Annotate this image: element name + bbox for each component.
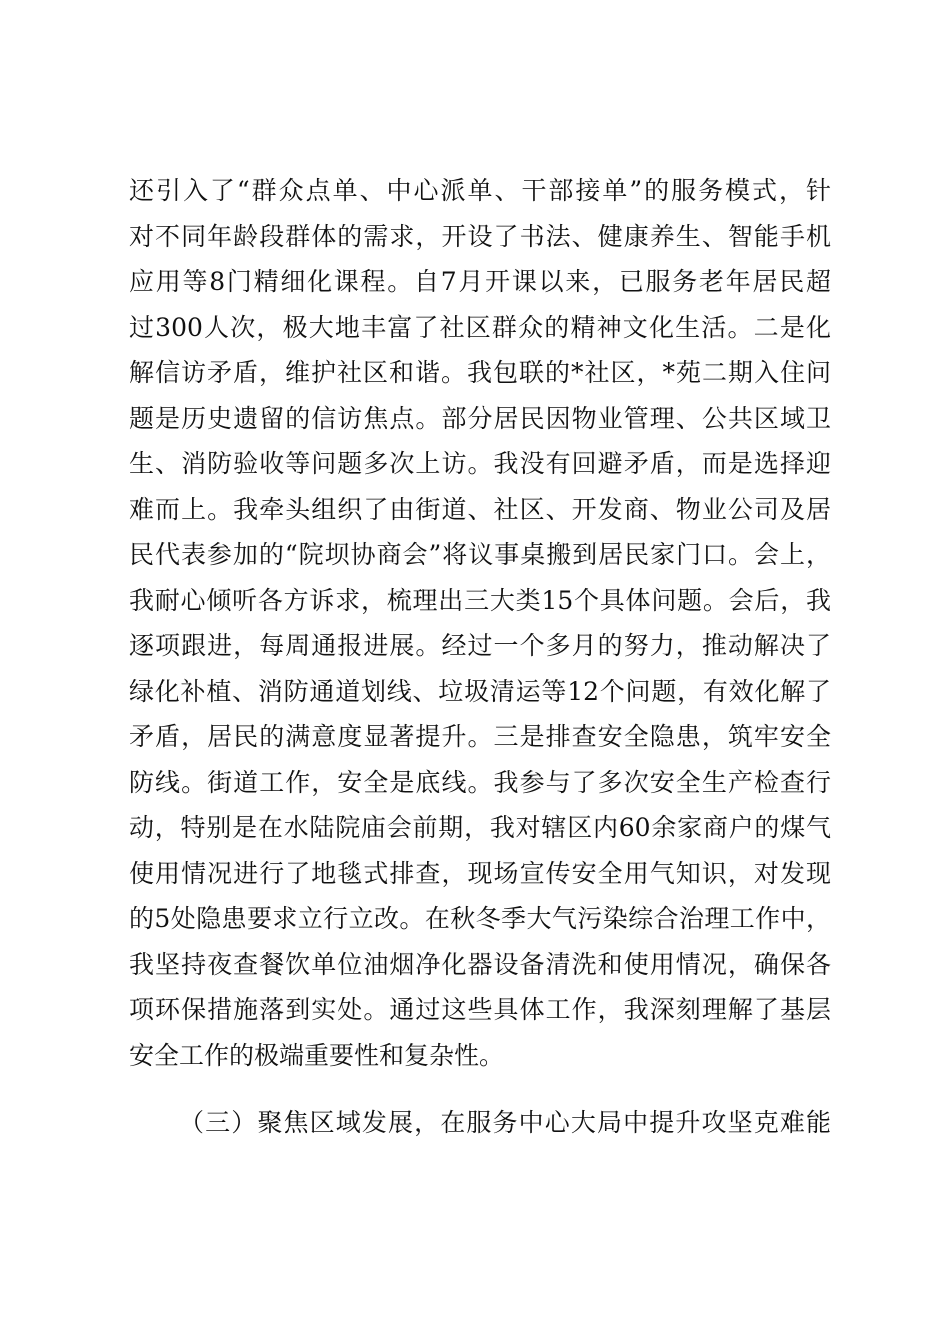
section-heading: （三）聚焦区域发展，在服务中心大局中提升攻坚克难能 bbox=[179, 1108, 831, 1137]
text-line: 的5处隐患要求立行立改。在秋冬季大气污染综合治理工作中， bbox=[129, 904, 831, 933]
text-line: 解信访矛盾，维护社区和谐。我包联的*社区，*苑二期入住问 bbox=[129, 358, 831, 387]
text-line: 我耐心倾听各方诉求，梳理出三大类15个具体问题。会后，我 bbox=[129, 585, 831, 615]
text-line: 防线。街道工作，安全是底线。我参与了多次安全生产检查行 bbox=[129, 767, 831, 797]
text-line: 生、消防验收等问题多次上访。我没有回避矛盾，而是选择迎 bbox=[129, 449, 831, 478]
text-line: 还引入了“群众点单、中心派单、干部接单”的服务模式，针 bbox=[129, 176, 831, 205]
body-paragraph bbox=[129, 168, 831, 1078]
text-line: 民代表参加的“院坝协商会”将议事桌搬到居民家门口。会上， bbox=[129, 540, 831, 569]
text-line: 动，特别是在水陆院庙会前期，我对辖区内60余家商户的煤气 bbox=[129, 813, 831, 842]
text-line: 应用等8门精细化课程。自7月开课以来，已服务老年居民超 bbox=[129, 267, 831, 296]
text-line: 我坚持夜查餐饮单位油烟净化器设备清洗和使用情况，确保各 bbox=[129, 949, 831, 979]
text-line: 安全工作的极端重要性和复杂性。 bbox=[129, 1040, 505, 1070]
text-line: 对不同年龄段群体的需求，开设了书法、健康养生、智能手机 bbox=[129, 221, 831, 251]
text-line: 题是历史遗留的信访焦点。部分居民因物业管理、公共区域卫 bbox=[129, 403, 831, 433]
text-line: 逐项跟进，每周通报进展。经过一个多月的努力，推动解决了 bbox=[129, 631, 831, 660]
text-line: 绿化补植、消防通道划线、垃圾清运等12个问题，有效化解了 bbox=[129, 676, 831, 706]
text-line: 项环保措施落到实处。通过这些具体工作，我深刻理解了基层 bbox=[129, 995, 831, 1024]
text-line: 过300人次，极大地丰富了社区群众的精神文化生活。二是化 bbox=[129, 312, 831, 342]
text-line: 难而上。我牵头组织了由街道、社区、开发商、物业公司及居 bbox=[129, 494, 831, 524]
text-line: 矛盾，居民的满意度显著提升。三是排查安全隐患，筑牢安全 bbox=[129, 722, 831, 751]
text-line: 使用情况进行了地毯式排查，现场宣传安全用气知识，对发现 bbox=[129, 858, 831, 888]
